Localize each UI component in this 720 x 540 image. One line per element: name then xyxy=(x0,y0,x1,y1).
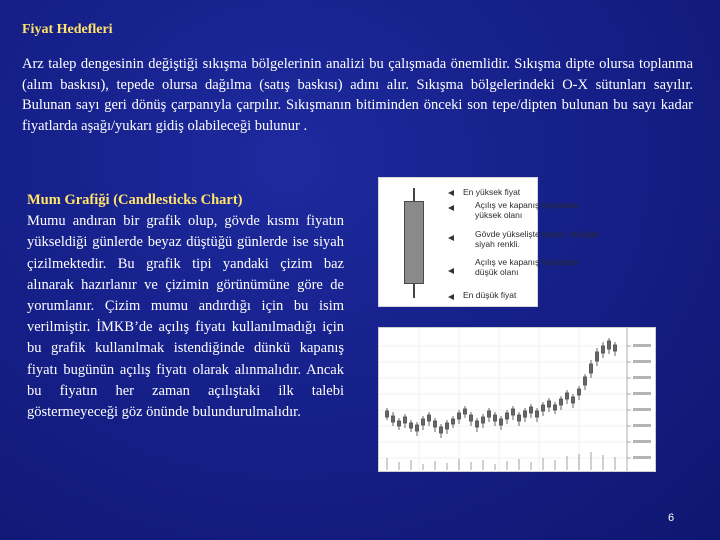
arrow-icon xyxy=(448,294,454,300)
candlestick-chart-illustration xyxy=(379,328,656,472)
upper-wick xyxy=(413,188,415,201)
lower-wick xyxy=(413,284,415,298)
diagram-label-low: En düşük fiyat xyxy=(463,290,517,300)
candlestick-heading: Mum Grafiği xyxy=(27,192,110,208)
diagram-label-body: Gövde yükselişte beyaz, düşüşte xyxy=(475,229,600,239)
candlestick-chart-image xyxy=(378,327,656,472)
candlestick-anatomy-diagram xyxy=(378,177,600,307)
slide-title: Fiyat Hedefleri xyxy=(22,22,113,37)
arrow-icon xyxy=(448,190,454,196)
arrow-icon xyxy=(448,268,454,274)
diagram-label-high: En yüksek fiyat xyxy=(463,187,521,197)
candlestick-section xyxy=(27,190,344,423)
diagram-label-lower-body: Açılış ve kapanış fiyatından xyxy=(475,257,579,267)
diagram-label-upper-body: Açılış ve kapanış fiyatından xyxy=(475,200,579,210)
candle-body xyxy=(404,201,424,284)
candlestick-heading-english: (Candlesticks Chart) xyxy=(113,192,243,208)
page-number: 6 xyxy=(668,512,675,524)
diagram-label-lower-body-cont: düşük olanı xyxy=(475,267,519,277)
arrow-icon xyxy=(448,205,454,211)
intro-paragraph: Arz talep dengesinin değiştiği sıkışma bölgelerinin analizi bu çalışmada önemlidir. Sıkışma dipte olursa toplanma (alım baskısı), tepede olursa dağılma (satış baskısı) adını alır. Sıkışma bölgelerindeki O-X sütunları sayılır. Bulunan sayı geri dönüş çarpanıyla çarpılır. Sıkışmanın bitiminden önceki son tepe/dipten bulunan bu sayı kadar fiyatlarda aşağı/yukarı gidiş olabileceği bulunur . xyxy=(22,56,693,134)
diagram-label-body-cont: siyah renkli. xyxy=(475,239,520,249)
diagram-label-upper-body-cont: yüksek olanı xyxy=(475,210,523,220)
candlestick-body-text: Mumu andıran bir grafik olup, gövde kısmı fiyatın yükseldiği günlerde beyaz düştüğü günlerde ise siyah çizilmektedir. Bu grafik tipi yandaki çizim baz alınarak hazırlanır ve çizimin görünümüne göre de yorumlanır. Çizim mumu andırdığı için bu isim verilmiştir. İMKB’de açılış fiyatı kullanılmadığı için bu grafik kullanılmak istendiğinde dünkü kapanış fiyatı bugünün açılış fiyatı olarak alınmalıdır. Ancak bu fiyatın her zaman açılıştaki ilk talebi göstermeyeceği göz önünde bulundurulmalıdır. xyxy=(27,213,344,421)
arrow-icon xyxy=(448,235,454,241)
